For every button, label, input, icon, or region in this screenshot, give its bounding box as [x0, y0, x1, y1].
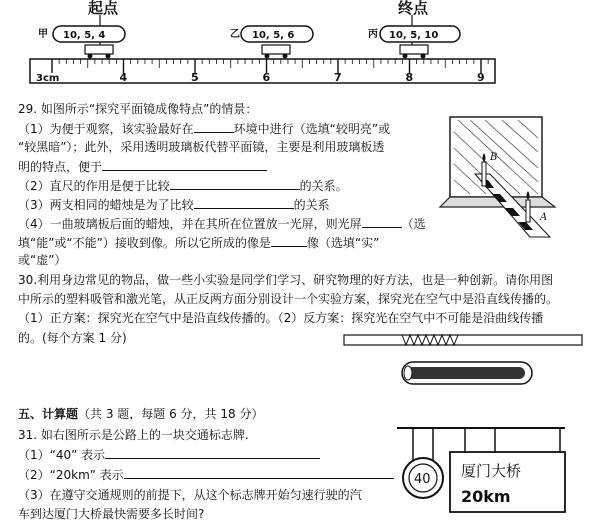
- section5-title: 五、计算题: [18, 407, 79, 421]
- ruler-figure: [0, 0, 601, 95]
- ruler-tick-label: 4: [119, 71, 128, 84]
- ruler-tick-label: 5: [191, 71, 199, 84]
- mirror-svg: [430, 112, 565, 242]
- ruler-tick-label: 8: [405, 71, 414, 84]
- q29-p3a: （3）两支相同的蜡烛是为了比较: [18, 198, 194, 212]
- car-yi-name: 乙: [230, 29, 240, 40]
- q29-p1a: （1）为便于观察，该实验最好在: [18, 122, 194, 136]
- ruler-tick-label: 7: [334, 71, 342, 84]
- q30-line-2: 中所示的塑料吸管和激光笔，从正反两方面分别设计一个实验方案，探究光在空气中是沿直线传播的。: [18, 292, 559, 306]
- q29-title: 29. 如图所示“探究平面镜成像特点”的情景：: [18, 102, 258, 116]
- q29-p2b: 的关系。: [299, 179, 348, 193]
- car-jia-body: [85, 45, 113, 54]
- q29-blank-6[interactable]: [271, 234, 307, 247]
- fig-label-b: B: [490, 152, 498, 163]
- section5-sub: （共 3 题，每题 6 分，共 18 分）: [78, 407, 264, 421]
- start-label: 起点: [88, 0, 119, 17]
- q29-p2-line: [18, 177, 348, 194]
- speed-limit-value: 40: [414, 472, 431, 487]
- q31-blank-1[interactable]: [105, 446, 320, 459]
- fig-label-a: A: [540, 212, 548, 223]
- q30-line-3: （1）正方案：探究光在空气中是沿直线传播的。（2）反方案：探究光在空气中不可能是沿曲线传播: [18, 311, 544, 325]
- q31-p2: （2）“20km” 表示: [18, 468, 124, 482]
- car-bing-body: [400, 45, 428, 54]
- q29-blank-1[interactable]: [194, 120, 234, 133]
- q29-blank-2[interactable]: [102, 158, 267, 171]
- q31-p1: （1）“40” 表示: [18, 448, 106, 462]
- q30-line-1: 30.利用身边常见的物品，做一些小实验是同学们学习、研究物理的好方法，也是一种创新。请你用图: [18, 273, 554, 287]
- q31-blank-2[interactable]: [124, 466, 394, 479]
- ruler-svg: [0, 0, 601, 95]
- q29-p2a: （2）直尺的作用是便于比较: [18, 179, 170, 193]
- q31-p3b: 车到达厦门大桥最快需要多长时间?: [18, 507, 205, 521]
- sign-distance: 20km: [461, 487, 511, 506]
- q29-p1d: 明的特点，便于: [18, 160, 103, 174]
- q29-p1d-line: [18, 158, 267, 175]
- straw-shape: [344, 335, 582, 345]
- q29-p1-line: [18, 120, 390, 137]
- q29-blank-3[interactable]: [170, 177, 300, 190]
- q29-p1c: “较黑暗”）；此外，采用透明玻璃板代替平面镜，主要是利用玻璃板透: [18, 140, 385, 154]
- car-bing-name: 丙: [368, 29, 378, 40]
- q31-title: 31. 如右图所示是公路上的一块交通标志牌.: [18, 428, 249, 442]
- straw-laser-figure: [332, 327, 594, 400]
- sign-place: 厦门大桥: [461, 462, 522, 480]
- q29-p3b: 的关系: [293, 198, 330, 212]
- car-jia-name: 甲: [38, 29, 48, 40]
- q30-line-4: 的。(每个方案 1 分): [18, 331, 127, 345]
- q29-p4b: （选: [401, 217, 426, 231]
- q29-blank-5[interactable]: [362, 215, 402, 228]
- mirror-figure: [430, 112, 565, 242]
- ruler-tick-label: 9: [477, 71, 485, 84]
- traffic-sign-figure: [395, 424, 570, 524]
- section5-heading: [18, 406, 263, 422]
- q29-p4-line: [18, 215, 426, 232]
- q29-p1b: 环境中进行（选填“较明亮”或: [233, 122, 391, 136]
- car-yi-time: 10, 5, 6: [252, 30, 295, 41]
- q31-p1-line: [18, 446, 320, 463]
- car-bing-time: 10, 5, 10: [389, 30, 439, 41]
- q29-p3-line: [18, 196, 330, 213]
- q29-p4e: 或“虚”）: [18, 253, 67, 267]
- straw-laser-svg: [332, 327, 594, 400]
- q29-p4c: 填“能”或“不能”）接收到像。所以它所成的像是: [18, 236, 271, 250]
- ruler-tick-label: 6: [262, 71, 271, 84]
- q29-p4a: （4）一曲玻璃板后面的蜡烛，并在其所在位置放一光屏，则光屏: [18, 217, 362, 231]
- q29-blank-4[interactable]: [194, 196, 294, 209]
- car-jia-time: 10, 5, 4: [63, 30, 106, 41]
- end-label: 终点: [398, 0, 429, 17]
- q31-p3a: （3）在遵守交通规则的前提下，从这个标志牌开始匀速行驶的汽: [18, 488, 362, 502]
- q29-p4c-line: [18, 234, 379, 251]
- q31-p2-line: [18, 466, 394, 483]
- q29-p4d: 像（选填“实”: [306, 236, 380, 250]
- traffic-sign-svg: [395, 424, 570, 524]
- car-yi-body: [262, 45, 290, 54]
- ruler-unit: 3cm: [36, 73, 60, 84]
